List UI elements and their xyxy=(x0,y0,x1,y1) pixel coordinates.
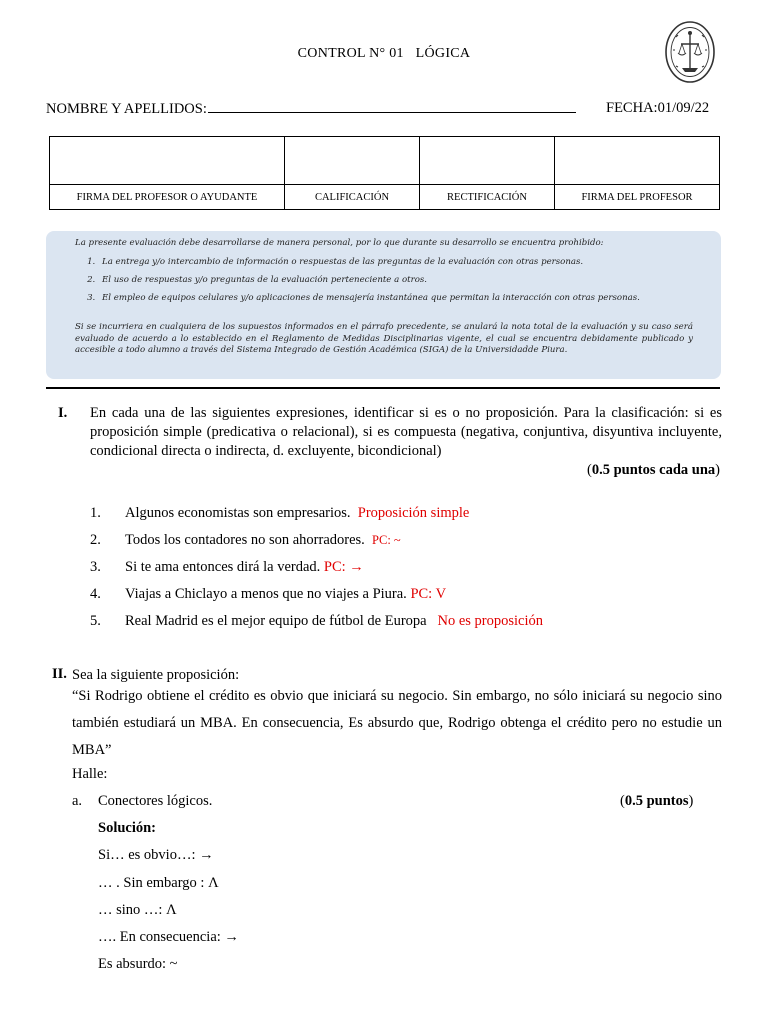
item-number: 2. xyxy=(90,532,101,548)
list-item xyxy=(90,585,543,612)
item-number: 4. xyxy=(90,586,101,602)
list-item xyxy=(90,558,543,585)
points-value: 0.5 puntos cada una xyxy=(591,462,716,478)
list-item xyxy=(90,612,543,639)
part-a-letter: a. xyxy=(72,793,83,809)
solution-line: Es absurdo: ~ xyxy=(98,956,178,972)
academic-integrity-notice xyxy=(46,231,721,379)
name-label: NOMBRE Y APELLIDOS: xyxy=(46,101,207,117)
item-answer: PC: V xyxy=(410,586,447,602)
column-label: CALIFICACIÓN xyxy=(285,185,420,210)
item-number: 3. xyxy=(90,559,101,575)
solution-line: …. En consecuencia: → xyxy=(98,929,239,945)
halle-label: Halle: xyxy=(72,766,108,782)
notice-list xyxy=(84,256,640,310)
solution-label: Solución: xyxy=(98,820,157,836)
name-field[interactable] xyxy=(46,100,576,118)
section-2-heading: Sea la siguiente proposición: xyxy=(72,667,240,683)
points-value: 0.5 puntos xyxy=(624,793,689,809)
item-text: Todos los contadores no son ahorradores. xyxy=(125,532,365,548)
rectification-cell[interactable] xyxy=(420,137,555,185)
section-1-numeral: I. xyxy=(58,405,68,421)
item-answer: PC: → xyxy=(323,559,364,575)
item-answer: No es proposición xyxy=(437,613,543,629)
item-text: Real Madrid es el mejor equipo de fútbol de Europa xyxy=(125,613,427,629)
proposition-list xyxy=(90,504,543,639)
grade-cell[interactable] xyxy=(285,137,420,185)
column-label: FIRMA DEL PROFESOR xyxy=(555,185,720,210)
item-text: Si te ama entonces dirá la verdad. xyxy=(125,559,321,575)
item-number: 1. xyxy=(90,505,101,521)
date-label: FECHA:01/09/22 xyxy=(606,100,710,116)
notice-item: 1. La entrega y/o intercambio de información o respuestas de las preguntas de la evaluación con otras personas. xyxy=(98,256,640,269)
university-seal-icon xyxy=(664,20,716,84)
item-text: Algunos economistas son empresarios. xyxy=(125,505,351,521)
column-label: RECTIFICACIÓN xyxy=(420,185,555,210)
signature-table xyxy=(49,136,720,210)
list-item xyxy=(90,531,543,558)
page-title xyxy=(0,46,768,62)
item-number: 5. xyxy=(90,613,101,629)
name-blank-line[interactable] xyxy=(208,100,576,113)
section-2-quote: “Si Rodrigo obtiene el crédito es obvio que iniciará su negocio. Sin embargo, no sólo iniciará su negocio sino también estudiará un MBA. En consecuencia, Es absurdo que, Rodrigo obtenga el crédito pero no estudie un MBA” xyxy=(72,688,722,758)
professor-signature-cell[interactable] xyxy=(555,137,720,185)
section-divider xyxy=(46,387,720,389)
subject-name: LÓGICA xyxy=(415,46,471,61)
section-1-points: (0.5 puntos cada una) xyxy=(587,462,720,478)
list-item xyxy=(90,504,543,531)
column-label: FIRMA DEL PROFESOR O AYUDANTE xyxy=(50,185,285,210)
part-a-points: (0.5 puntos) xyxy=(620,793,694,809)
solution-line: Si… es obvio…: → xyxy=(98,847,214,863)
section-2-numeral: II. xyxy=(52,666,67,682)
item-answer: Proposición simple xyxy=(357,505,470,521)
item-text: Viajas a Chiclayo a menos que no viajes a Piura. xyxy=(125,586,407,602)
item-answer: PC: ~ xyxy=(372,533,401,547)
notice-item: 2. El uso de respuestas y/o preguntas de la evaluación perteneciente a otros. xyxy=(98,274,640,287)
signature-cell[interactable] xyxy=(50,137,285,185)
notice-closing: Si se incurriera en cualquiera de los supuestos informados en el párrafo precedente, se anulará la nota total de la evaluación y su caso será evaluado de acuerdo a lo establecido en el Reglamento de Medidas Disciplinarias vigente, el cual se encuentra debidamente publicado y accesible a todo alumno a través del Sistema Integrado de Gestión Académica (SIGA) de la Universidadde Piura. xyxy=(75,322,693,355)
section-1-instructions: En cada una de las siguientes expresiones, identificar si es o no proposición. Para la clasificación: si es proposición simple (predicativa o relacional), si es compuesta (negativa, conjuntiva, disyuntiva incluyente, condicional directa o indirecta, d. excluyente, bicondicional) xyxy=(90,405,722,459)
control-number: CONTROL N° 01 xyxy=(297,46,404,61)
solution-line: … . Sin embargo : Λ xyxy=(98,875,219,891)
notice-item: 3. El empleo de equipos celulares y/o aplicaciones de mensajería instantánea que permitan la interacción con otras personas. xyxy=(98,292,640,305)
solution-line: … sino …: Λ xyxy=(98,902,177,918)
signature-label-row xyxy=(50,185,720,210)
notice-intro: La presente evaluación debe desarrollarse de manera personal, por lo que durante su desarrollo se encuentra prohibido: xyxy=(75,238,604,248)
signature-blank-row xyxy=(50,137,720,185)
part-a-text: Conectores lógicos. xyxy=(98,793,213,809)
